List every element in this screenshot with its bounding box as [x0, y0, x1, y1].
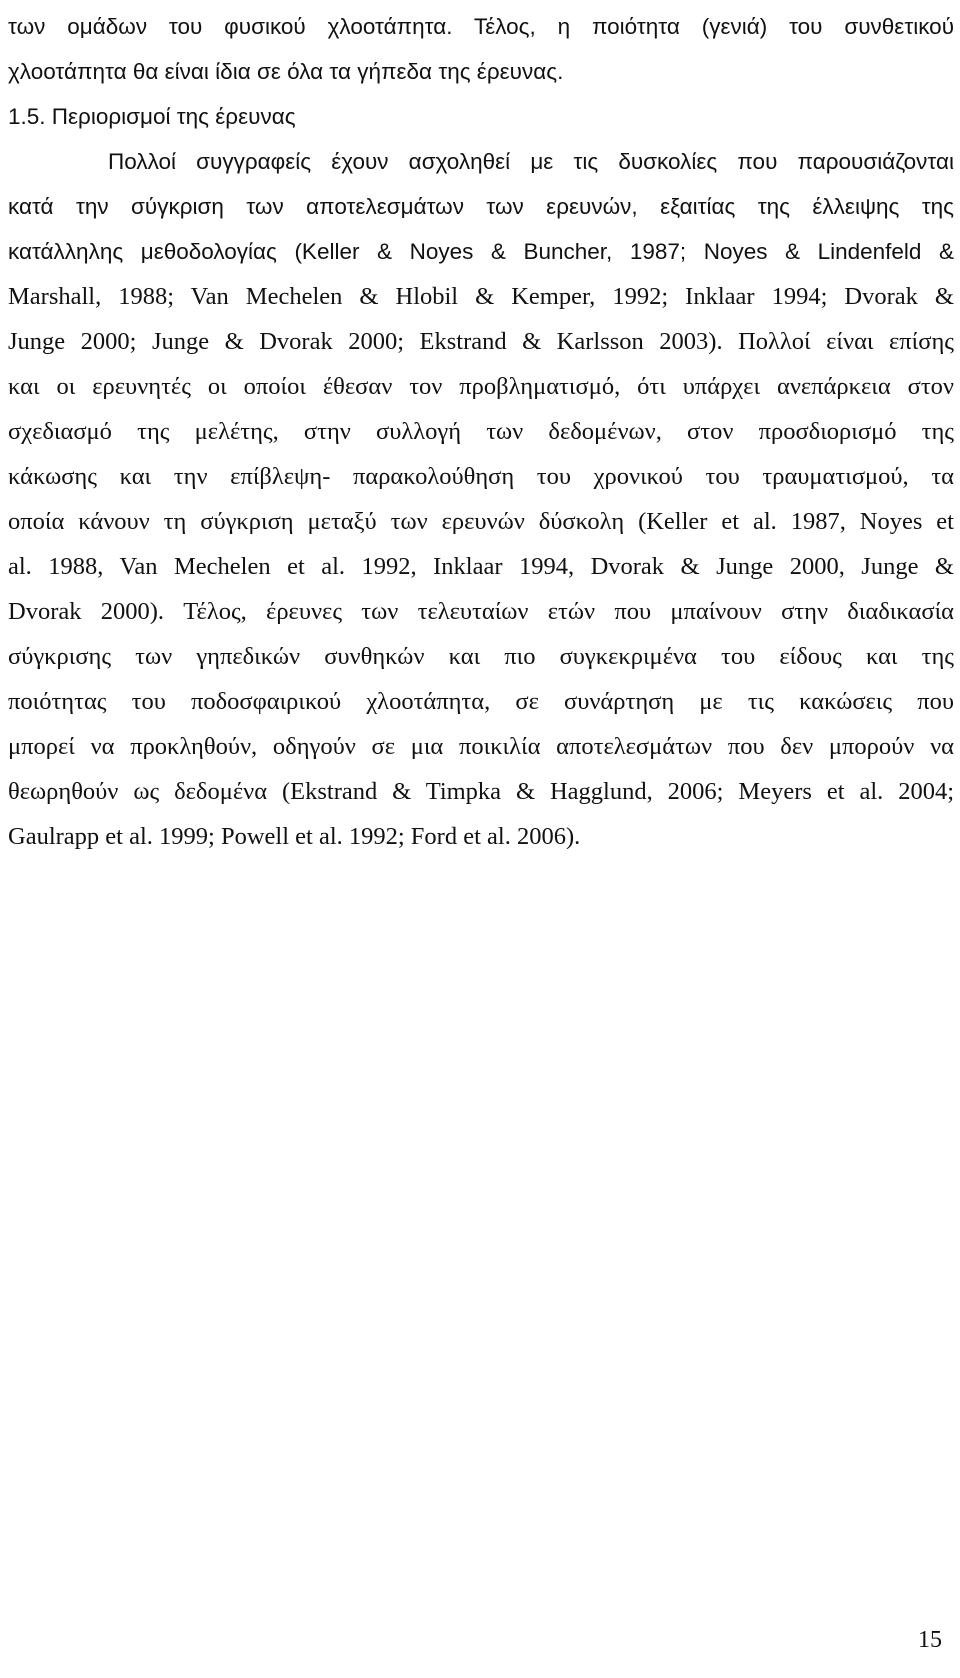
text-line-19: Gaulrapp et al. 1999; Powell et al. 1992; Ford et al. 2006). — [8, 823, 581, 850]
text-line-12: οποία κάνουν τη σύγκριση μεταξύ των ερευνών δύσκολη (Keller et al. 1987, Noyes et — [8, 508, 954, 535]
text-line-16: ποιότητας του ποδοσφαιρικού χλοοτάπητα, σε συνάρτηση με τις κακώσεις που — [8, 688, 954, 715]
section-heading: 1.5. Περιορισμοί της έρευνας — [8, 104, 296, 129]
text-line-17: μπορεί να προκληθούν, οδηγούν σε μια ποικιλία αποτελεσμάτων που δεν μπορούν να — [8, 733, 954, 760]
text-line-10: σχεδιασμό της μελέτης, στην συλλογή των δεδομένων, στον προσδιορισμό της — [8, 418, 954, 445]
text-line-18: θεωρηθούν ως δεδομένα (Ekstrand & Timpka & Hagglund, 2006; Meyers et al. 2004; — [8, 778, 954, 805]
text-line-5: κατά την σύγκριση των αποτελεσμάτων των ερευνών, εξαιτίας της έλλειψης της — [8, 194, 954, 219]
text-line-4: Πολλοί συγγραφείς έχουν ασχοληθεί με τις δυσκολίες που παρουσιάζονται — [108, 149, 954, 174]
text-line-13: al. 1988, Van Mechelen et al. 1992, Inklaar 1994, Dvorak & Junge 2000, Junge & — [8, 553, 954, 580]
text-line-11: κάκωσης και την επίβλεψη- παρακολούθηση του χρονικού του τραυματισμού, τα — [8, 463, 954, 490]
text-line-14: Dvorak 2000). Τέλος, έρευνες των τελευταίων ετών που μπαίνουν στην διαδικασία — [8, 598, 954, 625]
text-line-8: Junge 2000; Junge & Dvorak 2000; Ekstrand & Karlsson 2003). Πολλοί είναι επίσης — [8, 328, 954, 355]
text-line-2: χλοοτάπητα θα είναι ίδια σε όλα τα γήπεδα της έρευνας. — [8, 59, 564, 84]
text-line-1: των ομάδων του φυσικού χλοοτάπητα. Τέλος, η ποιότητα (γενιά) του συνθετικού — [8, 14, 954, 39]
text-line-6: κατάλληλης μεθοδολογίας (Keller & Noyes & Buncher, 1987; Noyes & Lindenfeld & — [8, 239, 954, 264]
text-line-15: σύγκρισης των γηπεδικών συνθηκών και πιο συγκεκριμένα του είδους και της — [8, 643, 954, 670]
text-line-9: και οι ερευνητές οι οποίοι έθεσαν τον προβληματισμό, ότι υπάρχει ανεπάρκεια στον — [8, 373, 954, 400]
text-line-7: Marshall, 1988; Van Mechelen & Hlobil & Kemper, 1992; Inklaar 1994; Dvorak & — [8, 283, 954, 310]
page-number: 15 — [918, 1627, 942, 1653]
